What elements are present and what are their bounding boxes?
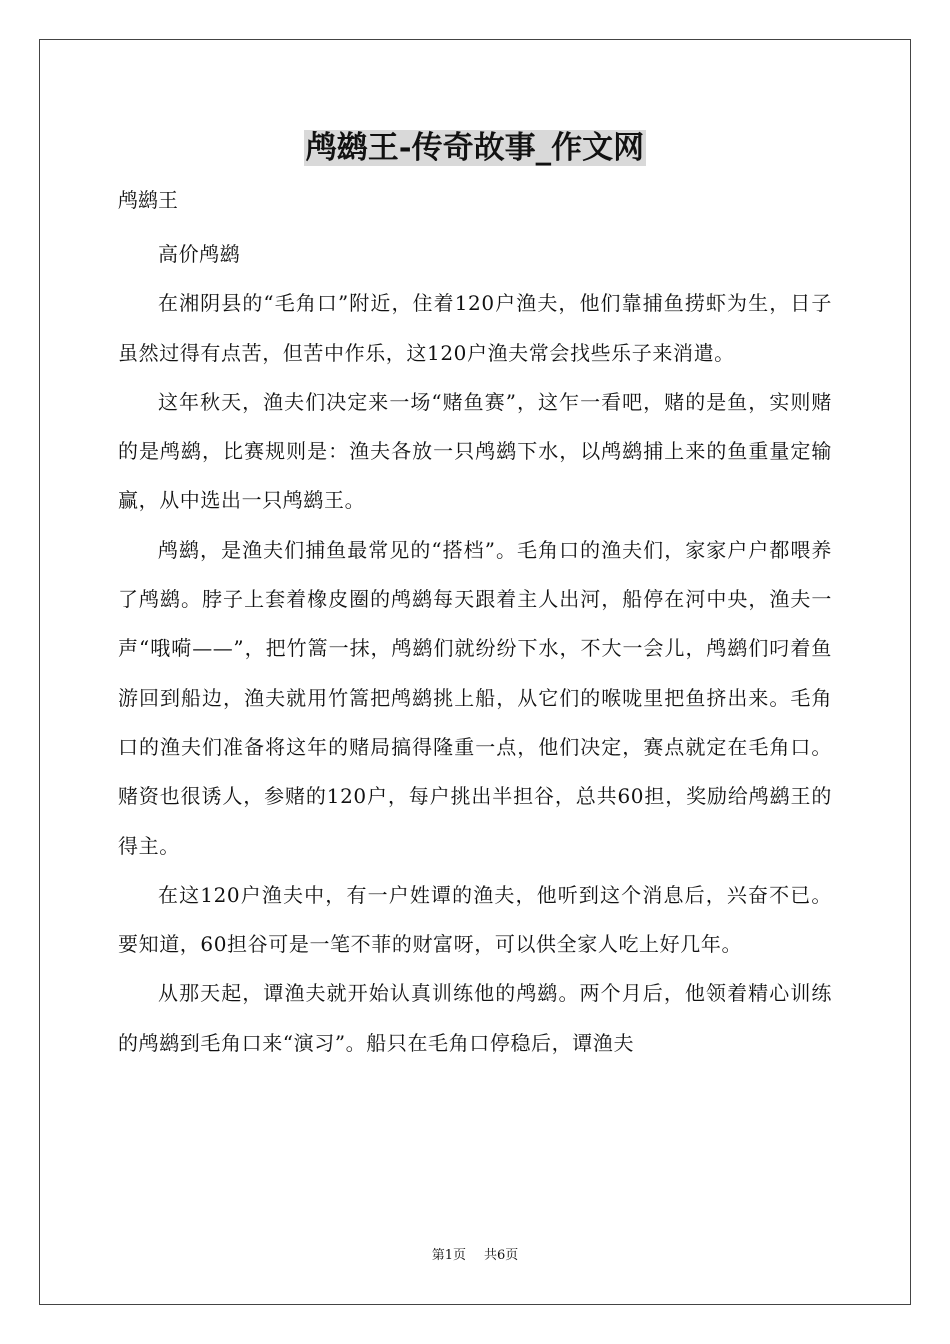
paragraph: 这年秋天，渔夫们决定来一场“赌鱼赛”，这乍一看吧，赌的是鱼，实则赌的是鸬鹚，比赛规则是：渔夫各放一只鸬鹚下水，以鸬鹚捕上来的鱼重量定输赢，从中选出一只鸬鹚王。 — [118, 389, 832, 513]
document-title-text: 鸬鹚王-传奇故事_作文网 — [305, 130, 645, 166]
page-footer — [0, 1246, 950, 1266]
paragraph: 鸬鹚，是渔夫们捕鱼最常见的“搭档”。毛角口的渔夫们，家家户户都喂养了鸬鹚。脖子上套着橡皮圈的鸬鹚每天跟着主人出河，船停在河中央，渔夫一声“哦嗬——”，把竹篙一抹，鸬鹚们就纷纷下水，不大一会儿，鸬鹚们叼着鱼游回到船边，渔夫就用竹篙把鸬鹚挑上船，从它们的喉咙里把鱼挤出来。毛角口的渔夫们准备将这年的赌局搞得隆重一点，他们决定，赛点就定在毛角口。赌资也很诱人，参赌的120户，每户挑出半担谷，总共60担，奖励给鸬鹚王的得主。 — [118, 537, 832, 858]
document-subtitle: 鸬鹚王 — [118, 188, 178, 212]
page-total: 共6页 — [484, 1248, 519, 1263]
paragraph: 从那天起，谭渔夫就开始认真训练他的鸬鹚。两个月后，他领着精心训练的鸬鹚到毛角口来“演习”。船只在毛角口停稳后，谭渔夫 — [118, 981, 832, 1055]
page-number: 第1页 — [431, 1248, 466, 1263]
paragraph: 在这120户渔夫中，有一户姓谭的渔夫，他听到这个消息后，兴奋不已。要知道，60担谷可是一笔不菲的财富呀，可以供全家人吃上好几年。 — [118, 882, 832, 957]
document-body — [118, 230, 832, 1068]
document-title — [0, 124, 950, 172]
paragraph: 在湘阴县的“毛角口”附近，住着120户渔夫，他们靠捕鱼捞虾为生，日子虽然过得有点苦，但苦中作乐，这120户渔夫常会找些乐子来消遣。 — [118, 291, 832, 365]
paragraph: 高价鸬鹚 — [158, 242, 241, 266]
